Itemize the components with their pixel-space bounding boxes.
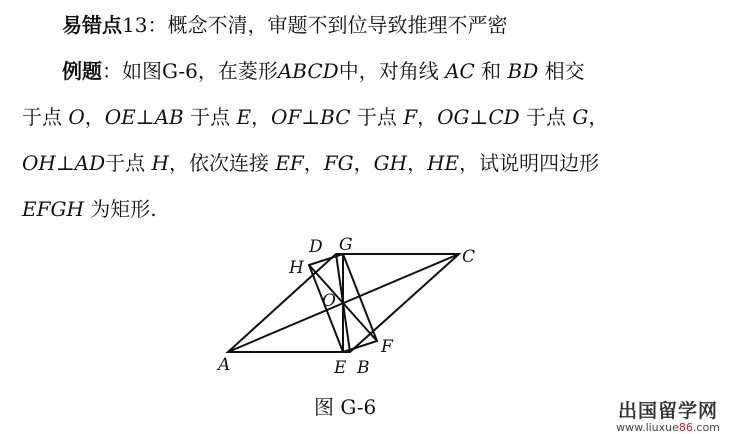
- text-run: ，: [303, 151, 324, 175]
- figure-caption: 图 G-6: [314, 395, 377, 419]
- text-run: ，: [353, 151, 374, 175]
- text-run: 于点: [519, 105, 573, 129]
- text-run: ，: [588, 105, 609, 129]
- math-symbol: AB: [154, 105, 184, 129]
- label-c: C: [462, 247, 476, 267]
- watermark-url-highlight: 86: [678, 421, 693, 434]
- watermark-url: [598, 421, 738, 434]
- text-run: ，: [84, 105, 105, 129]
- math-symbol: OH: [22, 151, 56, 175]
- math-symbol: F: [403, 105, 418, 129]
- math-symbol: AC: [445, 59, 475, 83]
- text-run: ⊥: [135, 105, 155, 129]
- text-run: 中，对角线: [338, 59, 446, 83]
- text-run: ，试说明四边形: [459, 151, 600, 175]
- text-run: ⊥: [301, 105, 321, 129]
- text-run: ⊥: [469, 105, 489, 129]
- label-g: G: [339, 235, 353, 255]
- math-symbol: E: [236, 105, 252, 129]
- math-symbol: H: [151, 151, 169, 175]
- math-symbol: EF: [275, 151, 304, 175]
- text-run: 为矩形.: [83, 197, 157, 221]
- label-d: D: [309, 237, 323, 257]
- math-symbol: O: [68, 105, 85, 129]
- math-symbol: OE: [104, 105, 136, 129]
- math-symbol: BC: [320, 105, 351, 129]
- text-run: ，依次连接: [168, 151, 276, 175]
- math-symbol: BD: [507, 59, 539, 83]
- math-symbol: FG: [323, 151, 354, 175]
- text-run: ：如图G-6，在菱形: [102, 59, 278, 83]
- math-symbol: G: [572, 105, 589, 129]
- text-run: 于点: [183, 105, 237, 129]
- text-run: 于点: [350, 105, 404, 129]
- math-symbol: ABCD: [277, 59, 339, 83]
- math-symbol: AD: [74, 151, 106, 175]
- header-text: ：概念不清，审题不到位导致推理不严密: [147, 13, 508, 37]
- label-o: O: [322, 291, 336, 311]
- label-f: F: [381, 337, 393, 357]
- header-label: 易错点: [62, 13, 122, 37]
- text-run: 于点: [22, 105, 69, 129]
- text-run: 和: [474, 59, 508, 83]
- text-run: 于点: [105, 151, 152, 175]
- math-symbol: GH: [373, 151, 408, 175]
- text-run: ，: [417, 105, 438, 129]
- label-b: B: [357, 358, 370, 378]
- math-symbol: OG: [437, 105, 470, 129]
- watermark-url-prefix: www.liuxue: [616, 421, 679, 434]
- text-run: 相交: [538, 59, 585, 83]
- header-number: 13: [122, 13, 148, 37]
- watermark-site-name: 出国留学网: [617, 400, 718, 422]
- label-e: E: [334, 358, 347, 378]
- math-symbol: OF: [271, 105, 302, 129]
- watermark-url-suffix: .com: [692, 421, 720, 434]
- label-a: A: [218, 355, 231, 375]
- text-run: ，: [407, 151, 428, 175]
- example-label: 例题: [62, 59, 102, 83]
- label-h: H: [289, 258, 304, 278]
- site-watermark: [598, 396, 738, 434]
- text-run: ⊥: [55, 151, 75, 175]
- text-run: ，: [251, 105, 272, 129]
- math-symbol: EFGH: [22, 197, 84, 221]
- math-symbol: CD: [488, 105, 520, 129]
- math-symbol: HE: [427, 151, 460, 175]
